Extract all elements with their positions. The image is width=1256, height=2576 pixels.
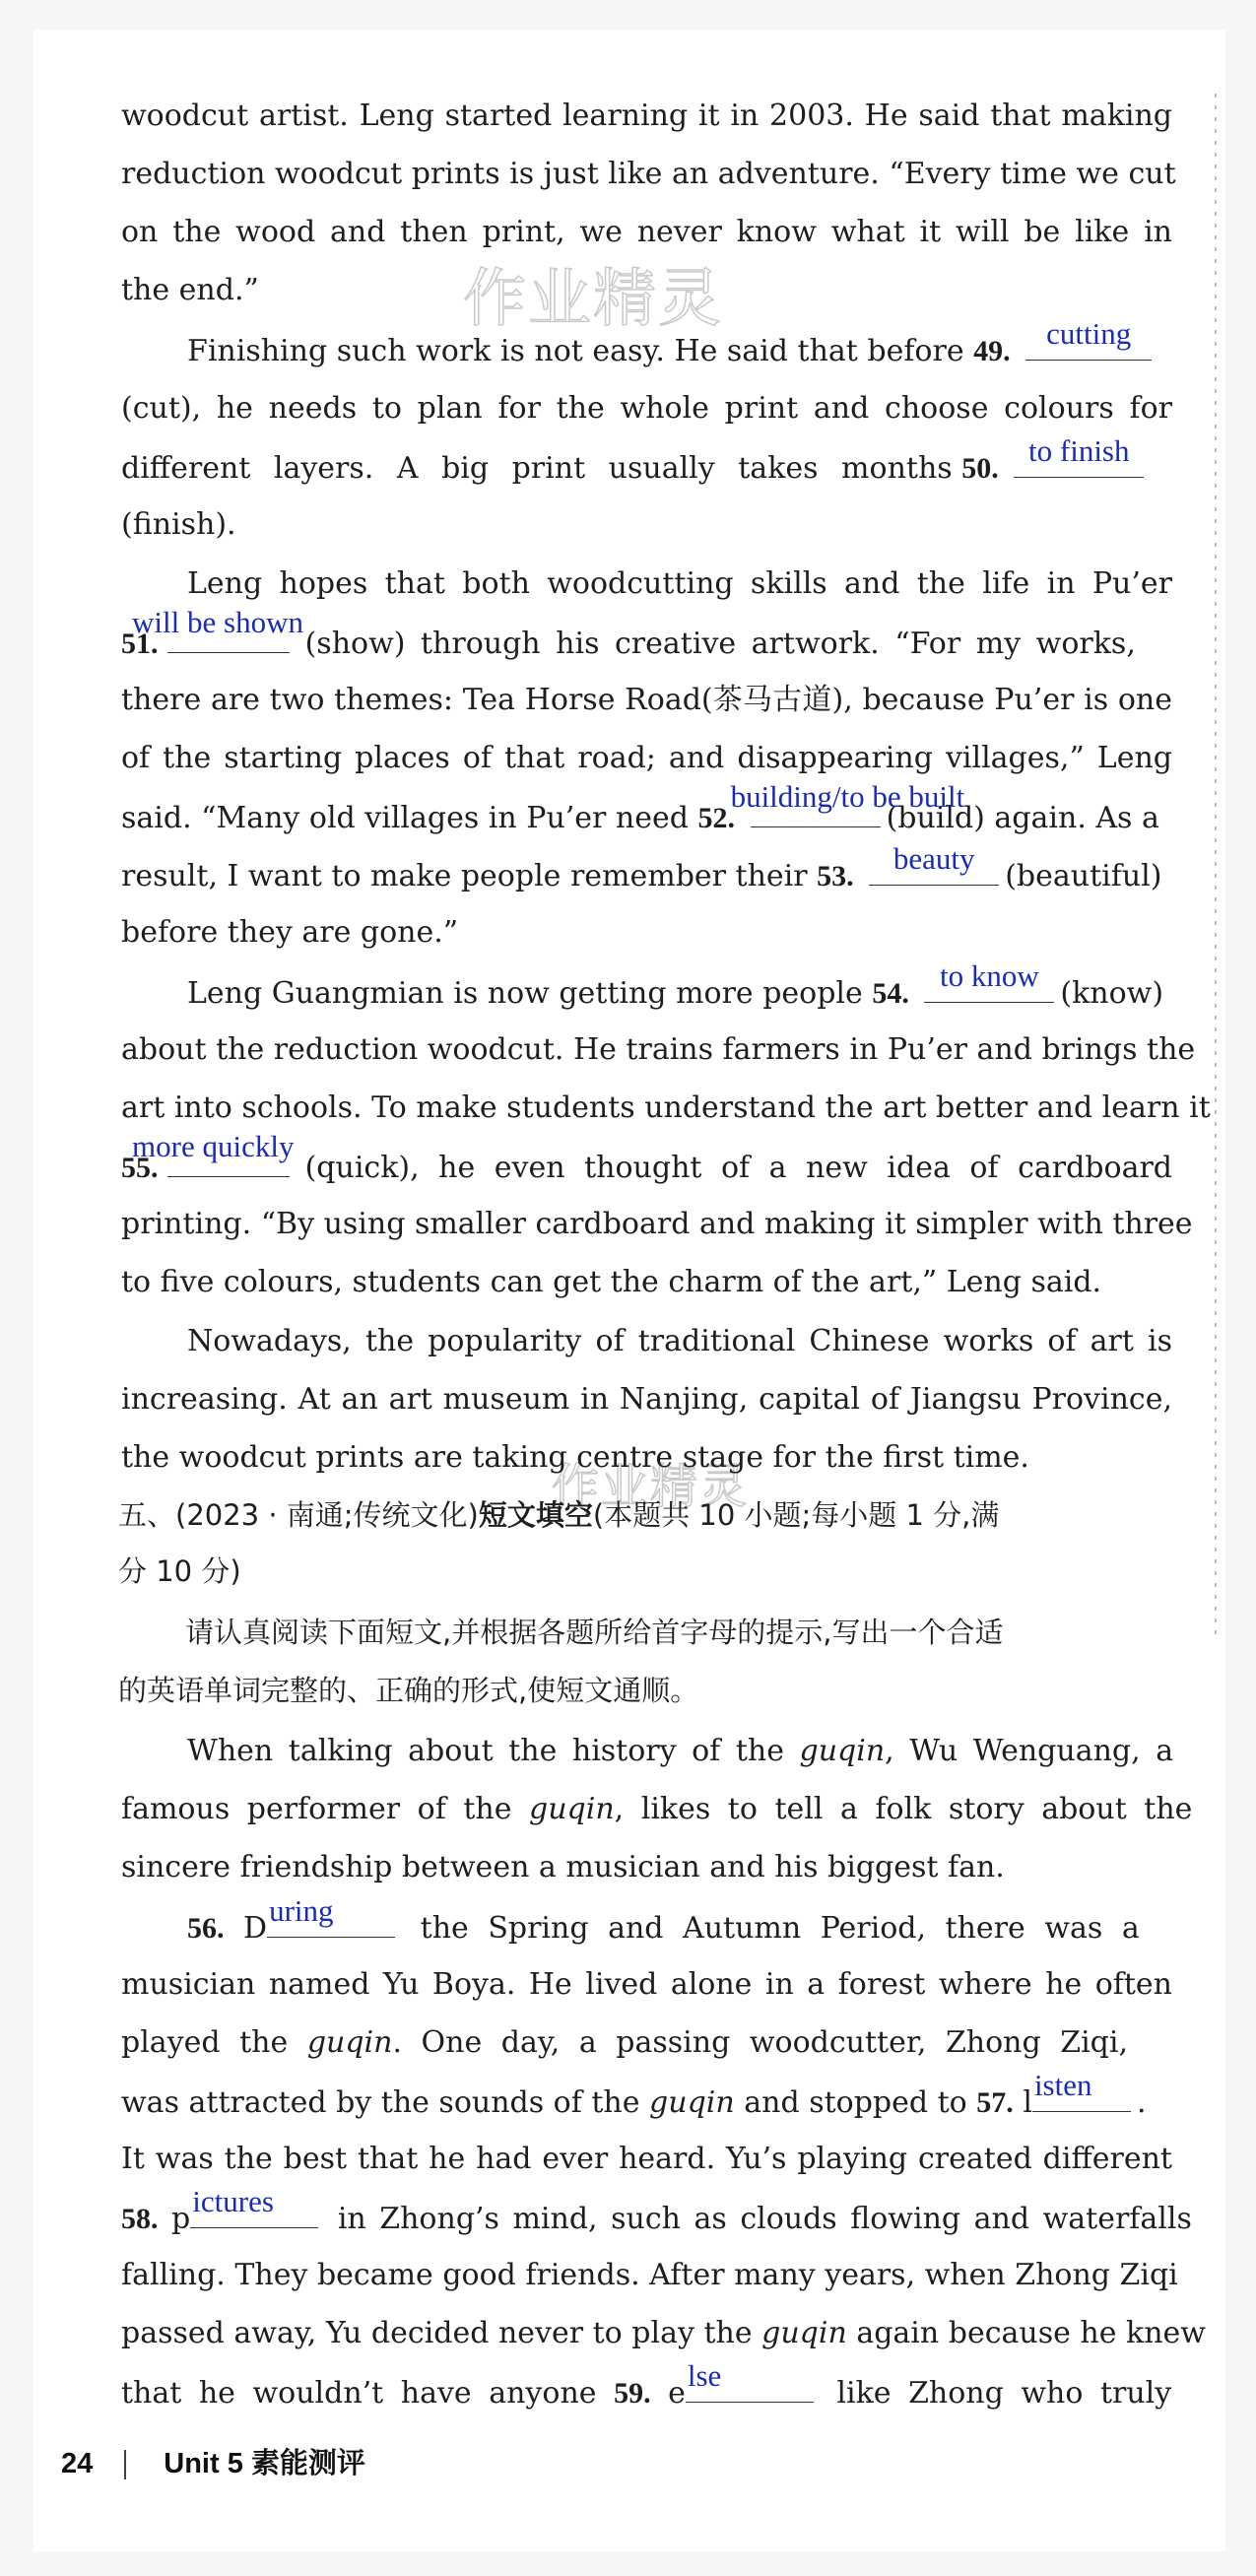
answer-50: to finish — [1028, 433, 1130, 468]
text-line: 51. will be shown (show) through his creative artwork. “For my works, — [121, 605, 1136, 661]
answer-blank-54[interactable] — [924, 958, 1054, 1003]
answer-56: uring — [269, 1893, 334, 1928]
text-line: (finish). — [121, 507, 236, 542]
text-line: on the wood and then print, we never know what it will be like in — [121, 215, 1172, 249]
question-number: 52. — [697, 802, 736, 834]
question-number: 59. — [614, 2377, 651, 2410]
text-line: 58. p ictures in Zhong’s mind, such as clouds flowing and waterfalls — [121, 2184, 1192, 2236]
instructions: 请认真阅读下面短文,并根据各题所给首字母的提示,写出一个合适 — [185, 1616, 1004, 1649]
text-line: the end.” — [121, 273, 259, 307]
margin-dotted-rule — [1215, 94, 1217, 1640]
watermark: 作业精灵 — [552, 1459, 750, 1514]
answer-54: to know — [940, 958, 1039, 993]
text-line: printing. “By using smaller cardboard and making it simpler with three — [121, 1207, 1193, 1241]
footer-divider — [124, 2450, 126, 2479]
question-number: 55. — [121, 1152, 159, 1184]
section-heading: 五、(2023 · 南通;传统文化)短文填空(本题共 10 小题;每小题 1 分,满 — [118, 1498, 1000, 1532]
text-line: sincere friendship between a musician and his biggest fan. — [121, 1850, 1005, 1884]
watermark: 作业精灵 — [463, 263, 723, 336]
text-line: increasing. At an art museum in Nanjing, capital of Jiangsu Province, — [121, 1382, 1172, 1417]
text-line: It was the best that he had ever heard. Yu’s playing created different — [121, 2142, 1172, 2176]
answer-blank-57[interactable] — [1032, 2068, 1131, 2112]
answer-58: ictures — [192, 2184, 274, 2218]
text-line: before they are gone.” — [121, 915, 459, 950]
text-line: Leng Guangmian is now getting more people 54. to know (know) — [187, 958, 1164, 1011]
text-line: Leng hopes that both woodcutting skills and the life in Pu’er — [187, 566, 1172, 601]
question-number: 56. — [187, 1912, 225, 1945]
question-number: 53. — [817, 860, 854, 892]
text-line: result, I want to make people remember their 53. beauty (beautiful) — [121, 841, 1162, 893]
question-number: 57. — [976, 2086, 1014, 2119]
answer-49: cutting — [1046, 316, 1132, 351]
text-line: passed away, Yu decided never to play the guqin again because he knew — [121, 2316, 1206, 2350]
answer-blank-53[interactable] — [869, 841, 999, 886]
question-number: 58. — [121, 2203, 159, 2235]
section-heading-cont: 分 10 分) — [118, 1554, 241, 1588]
text-line: about the reduction woodcut. He trains farmers in Pu’er and brings the — [121, 1032, 1196, 1067]
text-line: musician named Yu Boya. He lived alone in a forest where he often — [121, 1967, 1172, 2002]
page-number: 24 — [61, 2448, 94, 2479]
text-line: that he wouldn’t have anyone 59. e lse like Zhong who truly — [121, 2358, 1172, 2411]
text-line: played the guqin. One day, a passing woodcutter, Zhong Ziqi, — [121, 2025, 1129, 2060]
text-line: was attracted by the sounds of the guqin and stopped to 57. l isten . — [121, 2068, 1147, 2120]
text-line: the woodcut prints are taking centre stage for the first time. — [121, 1440, 1029, 1475]
question-number: 54. — [872, 977, 909, 1010]
answer-53: beauty — [892, 841, 975, 876]
page-footer — [61, 2441, 365, 2481]
text-line: reduction woodcut prints is just like an adventure. “Every time we cut — [121, 157, 1176, 191]
answer-51: will be shown — [132, 605, 303, 639]
question-number: 50. — [961, 452, 999, 485]
question-number: 49. — [973, 335, 1011, 367]
answer-blank-50[interactable] — [1014, 433, 1144, 478]
text-line: (cut), he needs to plan for the whole print and choose colours for — [121, 391, 1172, 426]
text-line: Nowadays, the popularity of traditional Chinese works of art is — [187, 1324, 1172, 1358]
answer-52: building/to be built — [730, 779, 965, 814]
answer-blank-56[interactable] — [267, 1893, 395, 1938]
text-line: When talking about the history of the guqin, Wu Wenguang, a — [187, 1734, 1174, 1768]
answer-blank-58[interactable] — [190, 2184, 318, 2228]
text-line: said. “Many old villages in Pu’er need 52. building/to be built (build) again. As a — [121, 779, 1159, 835]
text-line: there are two themes: Tea Horse Road(茶马古道), because Pu’er is one — [121, 683, 1172, 717]
text-line: falling. They became good friends. After many years, when Zhong Ziqi — [121, 2258, 1178, 2292]
unit-title: Unit 5 素能测评 — [164, 2448, 365, 2479]
text-line: to five colours, students can get the charm of the art,” Leng said. — [121, 1265, 1102, 1299]
text-line: famous performer of the guqin, likes to tell a folk story about the — [121, 1792, 1193, 1826]
instructions: 的英语单词完整的、正确的形式,使短文通顺。 — [118, 1674, 699, 1707]
text-line: art into schools. To make students understand the art better and learn it — [121, 1090, 1211, 1125]
answer-blank-49[interactable] — [1025, 316, 1152, 361]
text-line: of the starting places of that road; and disappearing villages,” Leng — [121, 741, 1172, 775]
text-line: 56. D uring the Spring and Autumn Period, there was a — [187, 1893, 1140, 1946]
text-line: woodcut artist. Leng started learning it in 2003. He said that making — [121, 99, 1172, 133]
answer-57: isten — [1033, 2068, 1092, 2102]
text-line: Finishing such work is not easy. He said that before 49. cutting — [187, 330, 1172, 371]
answer-59: lse — [687, 2358, 722, 2393]
answer-blank-52[interactable] — [730, 779, 965, 827]
question-number: 51. — [121, 627, 159, 660]
answer-blank-59[interactable] — [686, 2358, 814, 2403]
text-line: 55. more quickly (quick), he even thought of a new idea of cardboard — [121, 1129, 1172, 1185]
answer-55: more quickly — [132, 1129, 295, 1163]
text-line: different layers. A big print usually takes months 50. to finish — [121, 447, 1172, 489]
